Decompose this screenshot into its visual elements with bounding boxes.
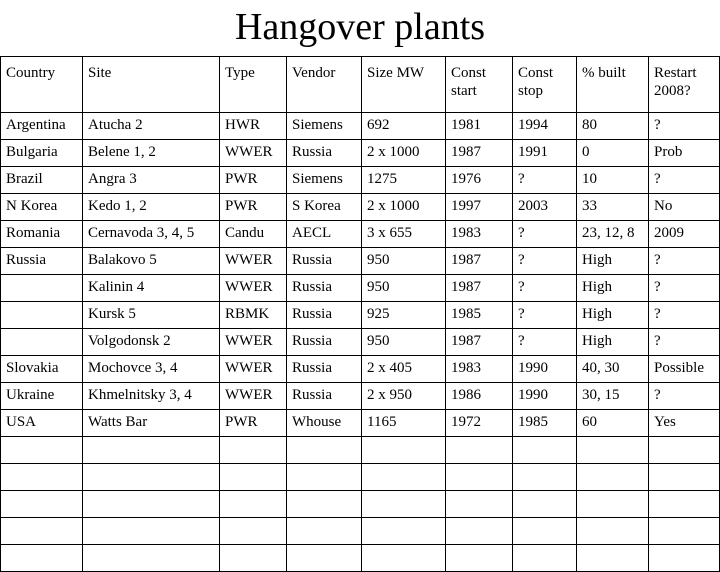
cell-const-start: 1983 bbox=[446, 221, 513, 248]
empty-cell bbox=[577, 437, 649, 464]
column-header-const-stop: Const stop bbox=[513, 57, 577, 113]
cell-restart-2008: ? bbox=[649, 275, 720, 302]
empty-cell bbox=[220, 437, 287, 464]
column-header-site: Site bbox=[83, 57, 220, 113]
cell-size-mw: 2 x 405 bbox=[362, 356, 446, 383]
cell-vendor: AECL bbox=[287, 221, 362, 248]
cell-size-mw: 950 bbox=[362, 275, 446, 302]
cell-const-start: 1972 bbox=[446, 410, 513, 437]
empty-table-row bbox=[1, 545, 720, 572]
empty-table-row bbox=[1, 437, 720, 464]
empty-cell bbox=[220, 464, 287, 491]
cell-const-stop: ? bbox=[513, 302, 577, 329]
cell-percent-built: High bbox=[577, 248, 649, 275]
empty-cell bbox=[649, 545, 720, 572]
empty-cell bbox=[287, 437, 362, 464]
cell-percent-built: 60 bbox=[577, 410, 649, 437]
cell-country bbox=[1, 329, 83, 356]
empty-cell bbox=[220, 545, 287, 572]
cell-site: Angra 3 bbox=[83, 167, 220, 194]
cell-restart-2008: Prob bbox=[649, 140, 720, 167]
empty-cell bbox=[220, 491, 287, 518]
empty-cell bbox=[362, 437, 446, 464]
cell-const-stop: ? bbox=[513, 329, 577, 356]
cell-vendor: S Korea bbox=[287, 194, 362, 221]
empty-cell bbox=[577, 518, 649, 545]
column-header-const-start: Const start bbox=[446, 57, 513, 113]
cell-size-mw: 2 x 1000 bbox=[362, 140, 446, 167]
column-header-restart-2008: Restart 2008? bbox=[649, 57, 720, 113]
cell-type: PWR bbox=[220, 194, 287, 221]
empty-cell bbox=[1, 518, 83, 545]
cell-const-stop: 1990 bbox=[513, 356, 577, 383]
empty-cell bbox=[649, 518, 720, 545]
cell-vendor: Whouse bbox=[287, 410, 362, 437]
cell-restart-2008: ? bbox=[649, 167, 720, 194]
cell-const-stop: ? bbox=[513, 167, 577, 194]
cell-percent-built: 0 bbox=[577, 140, 649, 167]
empty-cell bbox=[446, 518, 513, 545]
empty-cell bbox=[649, 464, 720, 491]
cell-type: HWR bbox=[220, 113, 287, 140]
cell-vendor: Siemens bbox=[287, 113, 362, 140]
cell-size-mw: 1165 bbox=[362, 410, 446, 437]
cell-type: Candu bbox=[220, 221, 287, 248]
cell-type: WWER bbox=[220, 140, 287, 167]
empty-cell bbox=[287, 545, 362, 572]
empty-cell bbox=[513, 545, 577, 572]
cell-const-start: 1983 bbox=[446, 356, 513, 383]
cell-country: USA bbox=[1, 410, 83, 437]
cell-country: N Korea bbox=[1, 194, 83, 221]
empty-cell bbox=[220, 518, 287, 545]
cell-country: Ukraine bbox=[1, 383, 83, 410]
empty-cell bbox=[362, 518, 446, 545]
cell-site: Balakovo 5 bbox=[83, 248, 220, 275]
empty-cell bbox=[577, 545, 649, 572]
table-row bbox=[1, 140, 720, 167]
empty-cell bbox=[83, 464, 220, 491]
cell-country: Argentina bbox=[1, 113, 83, 140]
cell-size-mw: 2 x 950 bbox=[362, 383, 446, 410]
cell-site: Belene 1, 2 bbox=[83, 140, 220, 167]
cell-site: Khmelnitsky 3, 4 bbox=[83, 383, 220, 410]
empty-cell bbox=[577, 464, 649, 491]
empty-cell bbox=[577, 491, 649, 518]
cell-percent-built: 23, 12, 8 bbox=[577, 221, 649, 248]
cell-site: Volgodonsk 2 bbox=[83, 329, 220, 356]
empty-cell bbox=[83, 491, 220, 518]
table-row bbox=[1, 167, 720, 194]
cell-vendor: Russia bbox=[287, 383, 362, 410]
cell-const-start: 1997 bbox=[446, 194, 513, 221]
cell-restart-2008: Yes bbox=[649, 410, 720, 437]
table-header-row bbox=[1, 57, 720, 113]
table-row bbox=[1, 356, 720, 383]
empty-cell bbox=[287, 518, 362, 545]
table-row bbox=[1, 410, 720, 437]
cell-country bbox=[1, 302, 83, 329]
cell-type: WWER bbox=[220, 329, 287, 356]
empty-cell bbox=[1, 464, 83, 491]
empty-table-row bbox=[1, 491, 720, 518]
cell-const-stop: 1991 bbox=[513, 140, 577, 167]
cell-restart-2008: ? bbox=[649, 113, 720, 140]
table-row bbox=[1, 221, 720, 248]
empty-table-row bbox=[1, 464, 720, 491]
cell-percent-built: 33 bbox=[577, 194, 649, 221]
cell-const-start: 1987 bbox=[446, 329, 513, 356]
cell-restart-2008: No bbox=[649, 194, 720, 221]
column-header-percent-built: % built bbox=[577, 57, 649, 113]
cell-type: WWER bbox=[220, 383, 287, 410]
empty-cell bbox=[83, 545, 220, 572]
cell-site: Atucha 2 bbox=[83, 113, 220, 140]
empty-cell bbox=[513, 491, 577, 518]
cell-const-stop: 1990 bbox=[513, 383, 577, 410]
cell-const-start: 1985 bbox=[446, 302, 513, 329]
cell-size-mw: 1275 bbox=[362, 167, 446, 194]
table-row bbox=[1, 383, 720, 410]
cell-type: WWER bbox=[220, 356, 287, 383]
empty-cell bbox=[513, 437, 577, 464]
cell-site: Mochovce 3, 4 bbox=[83, 356, 220, 383]
cell-country: Brazil bbox=[1, 167, 83, 194]
cell-const-stop: 1985 bbox=[513, 410, 577, 437]
cell-type: RBMK bbox=[220, 302, 287, 329]
cell-country: Slovakia bbox=[1, 356, 83, 383]
column-header-size-mw: Size MW bbox=[362, 57, 446, 113]
cell-size-mw: 692 bbox=[362, 113, 446, 140]
table-row bbox=[1, 275, 720, 302]
cell-site: Kedo 1, 2 bbox=[83, 194, 220, 221]
cell-const-start: 1986 bbox=[446, 383, 513, 410]
hangover-plants-table bbox=[0, 56, 720, 572]
cell-const-stop: 1994 bbox=[513, 113, 577, 140]
cell-size-mw: 950 bbox=[362, 248, 446, 275]
cell-vendor: Russia bbox=[287, 302, 362, 329]
cell-size-mw: 3 x 655 bbox=[362, 221, 446, 248]
cell-const-stop: ? bbox=[513, 275, 577, 302]
empty-cell bbox=[513, 464, 577, 491]
column-header-vendor: Vendor bbox=[287, 57, 362, 113]
cell-size-mw: 950 bbox=[362, 329, 446, 356]
cell-country: Russia bbox=[1, 248, 83, 275]
cell-restart-2008: ? bbox=[649, 383, 720, 410]
empty-cell bbox=[1, 491, 83, 518]
cell-vendor: Siemens bbox=[287, 167, 362, 194]
empty-cell bbox=[287, 491, 362, 518]
empty-cell bbox=[83, 437, 220, 464]
empty-cell bbox=[83, 518, 220, 545]
empty-cell bbox=[649, 437, 720, 464]
cell-type: WWER bbox=[220, 248, 287, 275]
cell-percent-built: High bbox=[577, 275, 649, 302]
empty-cell bbox=[1, 437, 83, 464]
table-row bbox=[1, 329, 720, 356]
cell-restart-2008: ? bbox=[649, 248, 720, 275]
empty-cell bbox=[446, 464, 513, 491]
cell-restart-2008: 2009 bbox=[649, 221, 720, 248]
cell-type: PWR bbox=[220, 410, 287, 437]
empty-cell bbox=[1, 545, 83, 572]
cell-percent-built: 30, 15 bbox=[577, 383, 649, 410]
table-row bbox=[1, 113, 720, 140]
empty-cell bbox=[446, 491, 513, 518]
empty-cell bbox=[446, 437, 513, 464]
table-row bbox=[1, 248, 720, 275]
cell-country: Bulgaria bbox=[1, 140, 83, 167]
cell-size-mw: 925 bbox=[362, 302, 446, 329]
cell-vendor: Russia bbox=[287, 275, 362, 302]
cell-restart-2008: ? bbox=[649, 329, 720, 356]
cell-vendor: Russia bbox=[287, 356, 362, 383]
cell-site: Kursk 5 bbox=[83, 302, 220, 329]
cell-restart-2008: ? bbox=[649, 302, 720, 329]
cell-site: Kalinin 4 bbox=[83, 275, 220, 302]
cell-country bbox=[1, 275, 83, 302]
cell-restart-2008: Possible bbox=[649, 356, 720, 383]
cell-type: WWER bbox=[220, 275, 287, 302]
cell-const-start: 1987 bbox=[446, 275, 513, 302]
cell-site: Watts Bar bbox=[83, 410, 220, 437]
empty-cell bbox=[649, 491, 720, 518]
empty-cell bbox=[362, 464, 446, 491]
cell-country: Romania bbox=[1, 221, 83, 248]
cell-const-start: 1976 bbox=[446, 167, 513, 194]
table-row bbox=[1, 194, 720, 221]
cell-vendor: Russia bbox=[287, 248, 362, 275]
empty-cell bbox=[287, 464, 362, 491]
cell-size-mw: 2 x 1000 bbox=[362, 194, 446, 221]
cell-percent-built: 10 bbox=[577, 167, 649, 194]
cell-vendor: Russia bbox=[287, 329, 362, 356]
cell-const-start: 1987 bbox=[446, 248, 513, 275]
cell-const-stop: ? bbox=[513, 221, 577, 248]
empty-cell bbox=[362, 545, 446, 572]
cell-type: PWR bbox=[220, 167, 287, 194]
cell-const-start: 1987 bbox=[446, 140, 513, 167]
cell-site: Cernavoda 3, 4, 5 bbox=[83, 221, 220, 248]
empty-cell bbox=[362, 491, 446, 518]
empty-table-row bbox=[1, 518, 720, 545]
cell-percent-built: 40, 30 bbox=[577, 356, 649, 383]
cell-const-start: 1981 bbox=[446, 113, 513, 140]
column-header-country: Country bbox=[1, 57, 83, 113]
column-header-type: Type bbox=[220, 57, 287, 113]
cell-const-stop: 2003 bbox=[513, 194, 577, 221]
empty-cell bbox=[446, 545, 513, 572]
empty-cell bbox=[513, 518, 577, 545]
cell-vendor: Russia bbox=[287, 140, 362, 167]
cell-const-stop: ? bbox=[513, 248, 577, 275]
page-title: Hangover plants bbox=[234, 6, 486, 48]
cell-percent-built: High bbox=[577, 302, 649, 329]
table-row bbox=[1, 302, 720, 329]
cell-percent-built: 80 bbox=[577, 113, 649, 140]
cell-percent-built: High bbox=[577, 329, 649, 356]
